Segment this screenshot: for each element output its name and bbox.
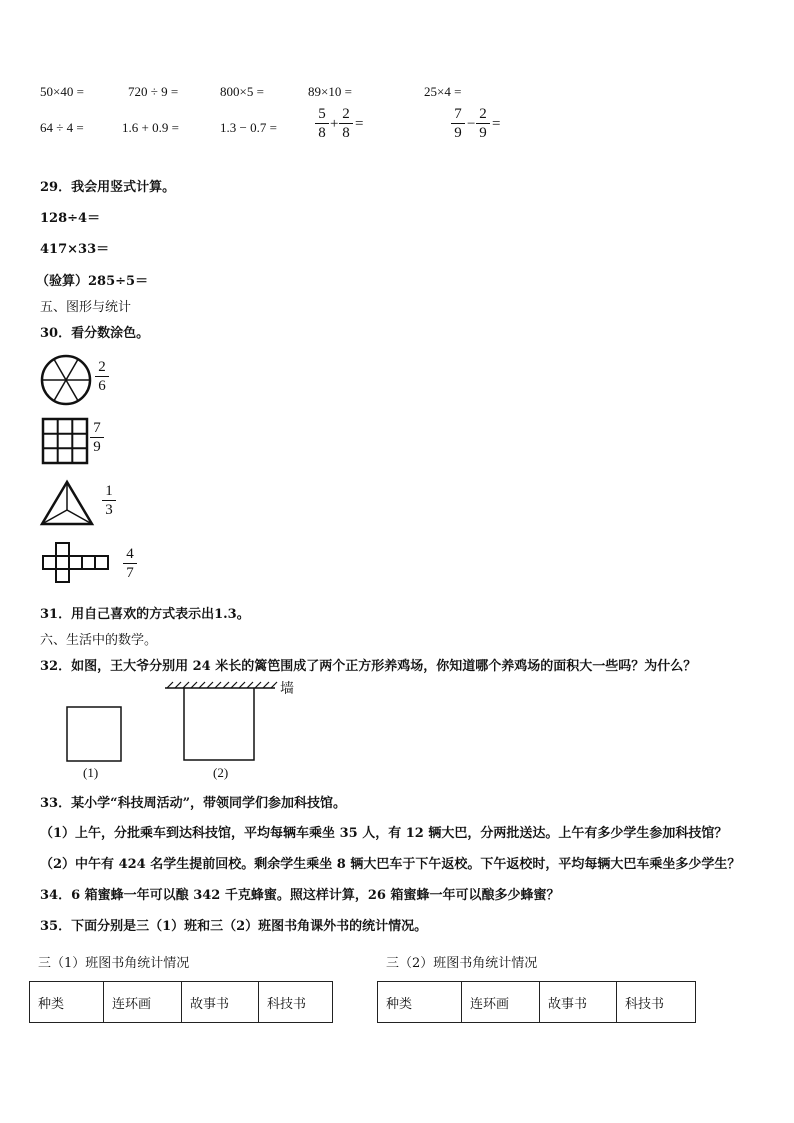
vertical-calc-item: 128÷4＝ (40, 211, 101, 226)
figure-label: (2) (213, 765, 229, 780)
question-32: 32．如图，王大爷分别用 24 米长的篱笆围成了两个正方形养鸡场，你知道哪个养鸡场的面积大一些吗？为什么？ (40, 659, 697, 674)
table-header-cell: 连环画 (462, 982, 540, 1023)
fraction-denominator: 8 (318, 125, 326, 141)
fraction (95, 359, 109, 394)
question-30-title: 30．看分数涂色。 (40, 326, 150, 341)
fraction-numerator: 4 (126, 546, 134, 562)
fraction (123, 546, 137, 581)
equals-sign: = (355, 116, 364, 132)
calc-item: 720 ÷ 9 = (128, 84, 179, 99)
calc-item: 800×5 = (220, 84, 264, 99)
table-header-cell: 种类 (378, 982, 462, 1023)
calc-item: 64 ÷ 4 = (40, 120, 84, 135)
table-header-cell: 种类 (30, 982, 104, 1023)
fraction-denominator: 6 (98, 378, 106, 394)
calc-item: 1.3 − 0.7 = (220, 120, 277, 135)
section-heading: 五、图形与统计 (40, 300, 132, 315)
fraction-numerator: 5 (318, 106, 326, 122)
fraction-numerator: 7 (93, 420, 101, 436)
calc-item: 1.6 + 0.9 = (122, 120, 179, 135)
section-heading: 六、生活中的数学。 (40, 633, 158, 648)
table-header-cell: 故事书 (540, 982, 617, 1023)
square-1-figure (66, 706, 122, 762)
question-33-part-1: （1）上午，分批乘车到达科技馆，平均每辆车乘坐 35 人，有 12 辆大巴，分两批送达。上午有多少学生参加科技馆？ (40, 826, 728, 841)
fraction-denominator: 9 (454, 125, 462, 141)
equals-sign: = (492, 116, 501, 132)
fraction-numerator: 2 (479, 106, 487, 122)
calc-item: 50×40 = (40, 84, 84, 99)
question-33-title: 33．某小学“科技周活动”，带领同学们参加科技馆。 (40, 796, 347, 811)
circle-divided-6-icon (40, 354, 92, 406)
fraction (451, 106, 465, 141)
fraction-denominator: 7 (126, 565, 134, 581)
operator: − (467, 116, 476, 132)
fraction (315, 106, 329, 141)
stat-table-class-1 (29, 981, 333, 1023)
fraction-numerator: 7 (454, 106, 462, 122)
calc-item: 25×4 = (424, 84, 462, 99)
table-header-cell: 科技书 (617, 982, 696, 1023)
triangle-divided-3-icon (40, 480, 94, 526)
fraction-numerator: 2 (98, 359, 106, 375)
stat-table-class-2 (377, 981, 696, 1023)
question-34: 34．6 箱蜜蜂一年可以酿 342 千克蜂蜜。照这样计算，26 箱蜜蜂一年可以酿多少蜂蜜？ (40, 888, 560, 903)
table-header-cell: 连环画 (104, 982, 182, 1023)
table-header-cell: 科技书 (259, 982, 333, 1023)
fraction (476, 106, 490, 141)
fraction-denominator: 9 (479, 125, 487, 141)
fraction (339, 106, 353, 141)
square-2-wall-figure (165, 680, 281, 762)
table-caption: 三（1）班图书角统计情况 (38, 956, 190, 971)
fraction (102, 483, 116, 518)
fraction-denominator: 8 (342, 125, 350, 141)
fraction (90, 420, 104, 455)
wall-label: 墙 (280, 681, 294, 697)
table-header-cell: 故事书 (182, 982, 259, 1023)
fraction-denominator: 9 (93, 439, 101, 455)
fraction-numerator: 2 (342, 106, 350, 122)
fraction-numerator: 1 (105, 483, 113, 499)
fraction-denominator: 3 (105, 502, 113, 518)
question-29-title: 29．我会用竖式计算。 (40, 180, 176, 195)
question-31: 31．用自己喜欢的方式表示出1.3。 (40, 607, 250, 622)
question-35: 35．下面分别是三（1）班和三（2）班图书角课外书的统计情况。 (40, 919, 428, 934)
vertical-calc-item: （验算）285÷5＝ (36, 274, 149, 289)
grid-3x3-icon (42, 418, 88, 464)
question-33-part-2: （2）中午有 424 名学生提前回校。剩余学生乘坐 8 辆大巴车于下午返校。下午返校时，平均每辆大巴车乘坐多少学生？ (40, 857, 741, 872)
calc-item: 89×10 = (308, 84, 352, 99)
vertical-calc-item: 417×33＝ (40, 242, 110, 257)
table-caption: 三（2）班图书角统计情况 (386, 956, 538, 971)
cube-net-icon (42, 542, 122, 584)
operator: + (330, 116, 339, 132)
figure-label: (1) (83, 765, 99, 780)
